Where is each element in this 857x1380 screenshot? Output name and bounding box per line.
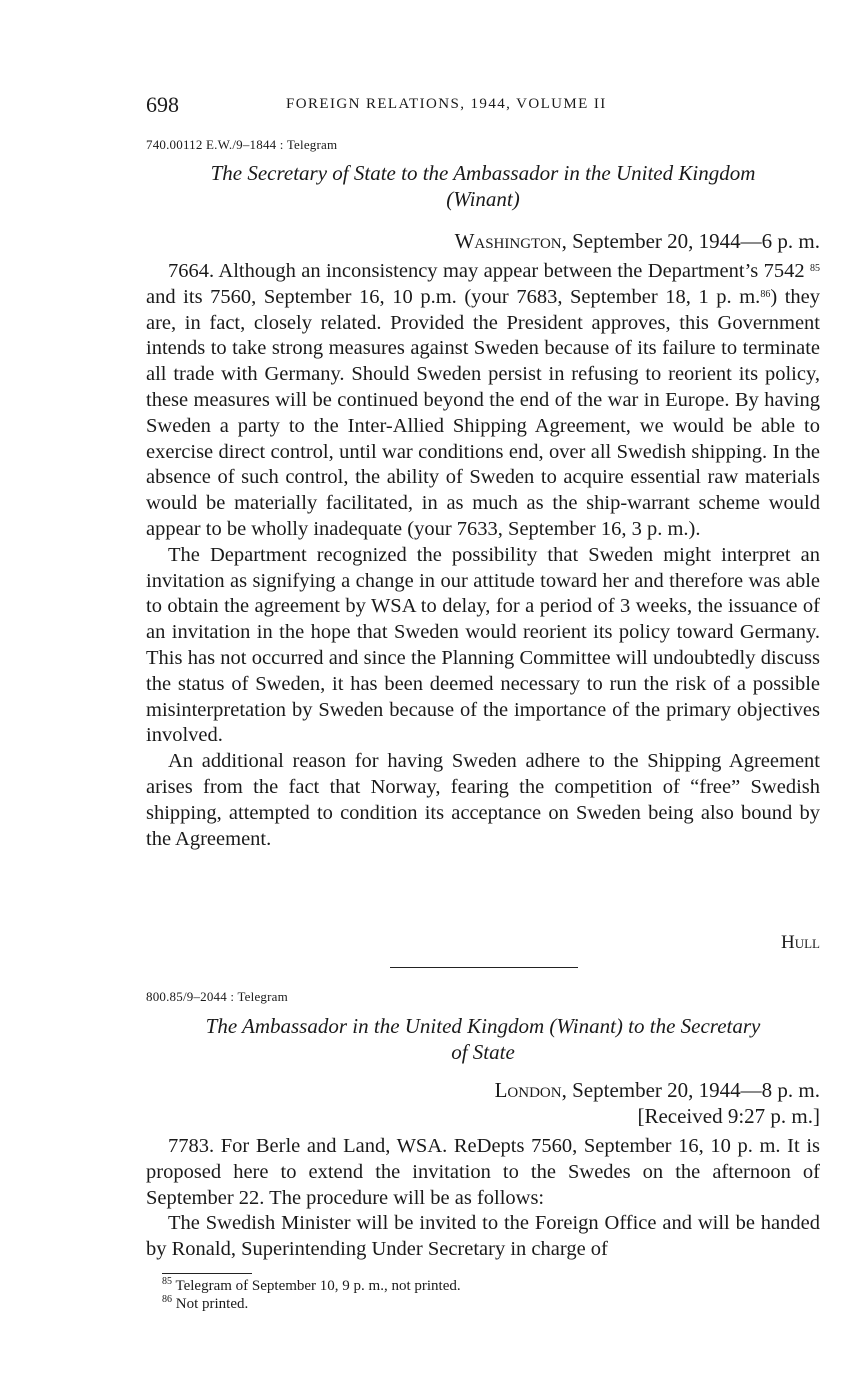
doc2-body [146, 1134, 820, 1263]
doc1-paragraph-1 [146, 259, 820, 543]
doc2-heading [146, 1013, 820, 1065]
footnote-86-text: Not printed. [175, 1296, 249, 1312]
running-head [146, 92, 820, 118]
footnote-ref-85: 85 [810, 263, 821, 274]
doc2-paragraph-2: The Swedish Minister will be invited to the Foreign Office and will be handed by Ronald, Superintending Under Secretary in charge of [146, 1212, 820, 1261]
page-number: 698 [146, 92, 179, 117]
doc2-file-ref: 800.85/9–2044 : Telegram [146, 989, 288, 1004]
footnote-85-mark: 85 [162, 1276, 172, 1287]
doc1-dateline-city: Washington [454, 229, 562, 253]
doc1-signature: Hull [781, 932, 820, 953]
section-divider [390, 967, 578, 968]
footnote-rule [162, 1273, 252, 1274]
doc1-p1-text-c: ) they are, in fact, closely related. Provided the President approves, this Government intends to take strong measures against Sweden because of its failure to terminate all trade with Germany. Should Sweden persist in refusing to reorient its policy, these measures will be continued beyond the end of the war in Europe. By having Sweden a party to the Inter-Allied Shipping Agreement, we would be able to exercise direct control, until war conditions end, over all Swedish shipping. In the absence of such control, the ability of Sweden to acquire essential raw materials would be materially facilitated, in as much as the ship-warrant scheme would appear to be wholly inadequate (your 7633, September 16, 3 p. m.). [146, 285, 821, 540]
doc1-dateline [455, 229, 820, 254]
doc1-paragraph-2: The Department recognized the possibility that Sweden might interpret an invitation as signifying a change in our attitude toward her and therefore was able to obtain the agreement by WSA to delay, for a period of 3 weeks, the issuance of an invitation in the hope that Sweden would reorient its policy toward Germany. This has not occurred and since the Planning Committee will undoubtedly discuss the status of Sweden, it has been deemed necessary to run the risk of a possible misinterpretation by Sweden because of the importance of the primary objectives involved. [146, 543, 820, 747]
footnotes [162, 1277, 461, 1313]
footnote-85 [162, 1277, 461, 1295]
doc1-p1-text-a: 7664. Although an inconsistency may appear between the Department’s 7542 [168, 260, 805, 282]
doc2-dateline [495, 1078, 820, 1103]
footnote-86-mark: 86 [162, 1294, 172, 1305]
doc1-p1-text-b: and its 7560, September 16, 10 p.m. (your 7683, September 18, 1 p. m. [146, 285, 761, 308]
doc1-heading-line1: The Secretary of State to the Ambassador in the United Kingdom [210, 161, 756, 185]
doc1-paragraph-3: An additional reason for having Sweden adhere to the Shipping Agreement arises from the fact that Norway, fearing the competition of “free” Swedish shipping, attempted to condition its acceptance on Sweden being also bound by the Agreement. [146, 750, 820, 850]
doc2-heading-line1: The Ambassador in the United Kingdom (Winant) to the Secretary [205, 1014, 761, 1038]
doc2-received: [Received 9:27 p. m.] [637, 1104, 820, 1128]
running-title: FOREIGN RELATIONS, 1944, VOLUME II [286, 96, 607, 112]
footnote-85-text: Telegram of September 10, 9 p. m., not printed. [175, 1278, 461, 1294]
doc1-heading [146, 160, 820, 212]
doc2-dateline-date: , September 20, 1944—8 p. m. [561, 1078, 820, 1102]
doc2-heading-line2: of State [451, 1040, 515, 1064]
doc2-paragraph-1: 7783. For Berle and Land, WSA. ReDepts 7560, September 16, 10 p. m. It is proposed here to extend the invitation to the Swedes on the afternoon of September 22. The procedure will be as follows: [146, 1135, 820, 1209]
doc2-dateline-city: London [494, 1078, 562, 1102]
doc1-file-ref: 740.00112 E.W./9–1844 : Telegram [146, 137, 338, 152]
footnote-86 [162, 1295, 461, 1313]
doc1-body [146, 259, 820, 852]
doc1-dateline-date: , September 20, 1944—6 p. m. [561, 229, 820, 253]
footnote-ref-86: 86 [760, 288, 771, 300]
doc1-heading-line2: (Winant) [446, 187, 520, 211]
